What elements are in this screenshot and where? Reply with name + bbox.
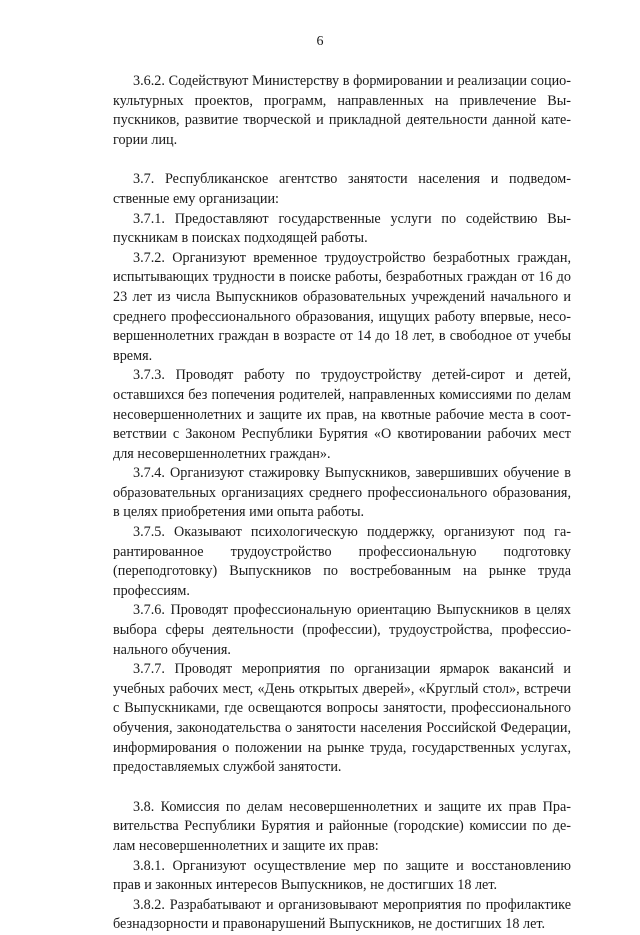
paragraph-3-7-5: 3.7.5. Оказывают психологическую поддержку, организуют под гарантированное трудоустройство профессиональную подготовку (переподготовку) Выпускников по востребованным на рынке труда профессиям. — [113, 524, 571, 599]
paragraph-3-7-6: 3.7.6. Проводят профессиональную ориентацию Выпускников в целях выбора сферы деятельности (профессии), трудоустройства, профессионального обучения. — [113, 602, 571, 658]
paragraph-3-7: 3.7. Республиканское агентство занятости населения и подведомственные ему организации: — [113, 171, 571, 207]
section-gap — [113, 150, 571, 170]
paragraph-3-6-2: 3.6.2. Содействуют Министерству в формировании и реализации социо-культурных проектов, программ, направленных на привлечение Выпускников, развитие творческой и прикладной деятельности данной категории лиц. — [113, 73, 571, 148]
paragraph-3-7-7: 3.7.7. Проводят мероприятия по организации ярмарок вакансий и учебных рабочих мест, «День открытых дверей», «Круглый стол», встречи с Выпускниками, где освещаются вопросы занятости, профессионального обучения, законодательства о занятости населения Российской Федерации, информирования о положении на рынке труда, государственных услугах, предоставляемых службой занятости. — [113, 661, 571, 776]
paragraph-3-7-4: 3.7.4. Организуют стажировку Выпускников, завершивших обучение в образовательных организациях среднего профессионального образования, в целях приобретения ими опыта работы. — [113, 465, 571, 521]
section-gap — [113, 778, 571, 798]
document-body — [113, 72, 571, 935]
paragraph-3-7-2: 3.7.2. Организуют временное трудоустройство безработных граждан, испытывающих трудности в поиске работы, безработных граждан от 16 до 23 лет из числа Выпускников образовательных учреждений начального и среднего профессионального образования, ищущих работу впервые, несовершеннолетних граждан в возрасте от 14 до 18 лет, в свободное от учебы время. — [113, 249, 571, 364]
paragraph-3-7-3: 3.7.3. Проводят работу по трудоустройству детей-сирот и детей, оставшихся без попечения родителей, направленных комиссиями по делам несовершеннолетних и защите их прав, на квотные рабочие места в соответствии с Законом Республики Бурятия «О квотировании рабочих мест для несовершеннолетних граждан». — [113, 367, 571, 462]
paragraph-3-8: 3.8. Комиссия по делам несовершеннолетних и защите их прав Правительства Республики Бурятия и районные (городские) комиссии по делам несовершеннолетних и защите их прав: — [113, 798, 571, 854]
paragraph-3-8-2: 3.8.2. Разрабатывают и организовывают мероприятия по профилактике безнадзорности и правонарушений Выпускников, не достигших 18 лет. — [113, 896, 571, 933]
paragraph-3-7-1: 3.7.1. Предоставляют государственные услуги по содействию Выпускникам в поисках подходящей работы. — [113, 210, 571, 247]
page-number: 6 — [316, 34, 324, 49]
paragraph-3-8-1: 3.8.1. Организуют осуществление мер по защите и восстановлению прав и законных интересов Выпускников, не достигших 18 лет. — [113, 857, 571, 894]
